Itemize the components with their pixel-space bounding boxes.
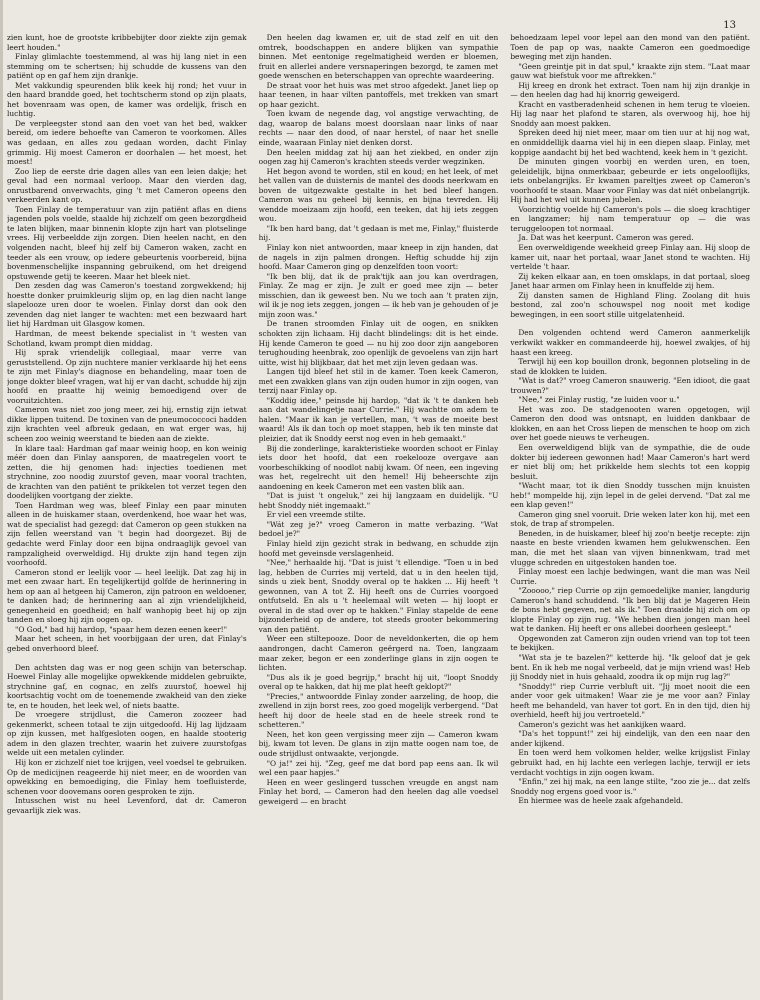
paragraph: Hij kreeg en dronk het extract. Toen nam hij zijn drankje in — den heelen dag had hij knorrig geweigerd. — [510, 80, 750, 100]
paragraph: Beneden, in de huiskamer, bleef hij zoo'n beetje recepte: zijn naaste en beste vrienden kwamen hem gelukwenschen. Een man, die met het slaan van vijven binnenkwam, trad met vlugge schreden en uitgestoken handen toe. — [510, 528, 750, 567]
paragraph: "Dat is juist 't ongeluk," zei hij langzaam en duidelijk. "U hebt Snoddy niét ingemaakt." — [258, 491, 499, 510]
paragraph: Zij dansten samen de Highland Fling. Zoolang dit huis bestond, zal zoo'n schouwspel nog nooit met kodige bewegingen, in een soort stille uitgelatenheid. — [510, 290, 750, 319]
paragraph: Opgewonden zat Cameron zijn ouden vriend van top tot teen te bekijken. — [510, 633, 750, 653]
section-break — [510, 319, 750, 328]
paragraph: De straat voor het huis was met stroo afgedekt. Janet liep op haar teenen, in haar vilten pantoffels, met trekken van smart op haar gezicht. — [258, 80, 499, 109]
paragraph: Spreken deed hij niet meer, maar om tien uur at hij nog wat, en onmiddellijk daarna viel hij in een diepen slaap. Finlay, met koppige aandacht bij het bed wachtend, keek hem in 't gezicht. — [510, 128, 750, 157]
paragraph: Ja. Dat was het keerpunt. Cameron was gered. — [518, 233, 694, 243]
paragraph: De tranen stroomden Finlay uit de oogen, en snikken schokten zijn lichaam. Hij dacht blindelings: dit is het einde. Hij kende Cameron te goed — nu hij zoo door zijn aangeboren terughouding heenbrak, zoo openlijk de gevoelens van zijn hart uitte, wist hij blijkbaar, dat het met zijn leven gedaan was. — [258, 319, 499, 367]
paragraph: Den achtsten dag was er nog geen schijn van beterschap. Hoewel Finlay alle mogelijke opwekkende middelen gebruikte, strychnine gaf, en cognac, en zelfs zuurstof, hoewel hij koortsachtig vocht om de toenemende zwakheid van den zieke te, en te houden, het leek wel, of niets baatte. — [7, 662, 247, 710]
paragraph: Cameron stond er leelijk voor — heel leelijk. Dat zag hij in met een zwaar hart. En tegelijkertijd golfde de herinnering in hem op aan al hetgeen hij Cameron, zijn patroon en weldoener, te danken had; de herinnering aan al zijn vriendelijkheid, genegenheid en goedheid; en half wanhopig beet hij op zijn tanden en sloeg hij zijn oogen op. — [7, 567, 247, 625]
paragraph: "Nee," herhaalde hij. "Dat is juist 't ellendige. "Toen u in bed lag, hebben de Curries mij verteld, dat u in den heelen tijd, sinds u ziek bent, Snoddy overal op te hakken ... Hij heeft 't gewonnen, van A tot Z. Hij heeft ons de Curries voorgoed ontfutseld. En als u 't heelemaal wilt weten — hij loopt er overal in de stad over op te hakken." Finlay stapelde de eene bijzonderheid op de andere, tot steeds grooter bekommering van den patiënt. — [258, 558, 499, 634]
section-break — [7, 654, 247, 663]
paragraph: De verpleegster stond aan den voet van het bed, wakker bereid, om iedere behoefte van Cameron te voorkomen. Alles was gedaan, en alles zou gedaan worden, dacht Finlay grimmig. Hij moest Cameron er doorhalen — het moest, het moest! — [7, 118, 247, 167]
paragraph: "Snoddy!" riep Currie verbluft uit. "Jij moet nooit die een ander voor gek uitmaken! Waar zie je me voor aan? Finlay heeft me behandeld, van haver tot gort. En in den tijd, dien hij overhield, heeft hij jou vertroeteld." — [510, 681, 750, 720]
paragraph: Finlay hield zijn gezicht strak in bedwang, en schudde zijn hoofd met geveinsde verslagenheid. — [258, 538, 499, 558]
page-edge-shadow — [0, 0, 3, 1000]
paragraph: Een overweldigend blijk van de sympathie, die de oude dokter bij iedereen gewonnen had! Maar Cameron's hart werd er niet blij om; het prikkelde hem slechts tot een koppig besluit. — [510, 442, 750, 481]
paragraph: Den heelen middag zat hij aan het ziekbed, en onder zijn oogen zag hij Cameron's krachten steeds verder wegzinken. — [258, 147, 499, 167]
paragraph: behoedzaam lepel voor lepel aan den mond van den patiënt. Toen de pap op was, naakte Cameron een goedmoedige beweging met zijn handen. — [510, 33, 750, 62]
paragraph: De minuten gingen voorbij en werden uren, en toen, geleidelijk, bijna onmerkbaar, gebeurde er iets ongelooflijks, iets onbelangrijks. Er kwamen pareltjes zweet op Cameron's voorhoofd te staan. Maar voor Finlay was dat niét onbelangrijk. Hij had het wel uit kunnen jubelen. — [510, 157, 750, 205]
paragraph: "Wát zeg je?" vroeg Cameron in matte verbazing. "Wat bedoel je?" — [258, 519, 499, 539]
column-middle — [259, 33, 499, 986]
paragraph: Bij die zonderlinge, karakteristieke woorden schoot er Finlay iets door het hoofd, dat een roekelooze overgave aan voorbeschikking of noodlot nabij kwam. Of neen, een ingeving was het, regelrecht uit den hemel! Hij beheerschte zijn aandoening en keek Cameron met een vasten blik aan. — [258, 443, 499, 491]
paragraph: zien kunt, hoe de grootste kribbebijter door ziekte zijn gemak leert houden." — [7, 33, 247, 52]
paragraph: Het begon avond te worden, stil en koud; en het leek, of met het vallen van de duisternis de mantel des doods neerkwam en boven de uitgezwakte gestalte in het bed bleef hangen. Cameron was nu geheel bij kennis, en bijna tevreden. Hij wendde moeizaam zijn hoofd, een teeken, dat hij iets zeggen wou. — [258, 166, 499, 224]
paragraph: Cameron was niet zoo jong meer, zei hij, ernstig zijn ietwat dikke lippen tuitend. De toxinen van de pneumococcoci hadden zijn krachten veel afbreuk gedaan, en wat erger was, hij scheen zoo weinig weerstand te bieden aan de ziekte. — [7, 405, 247, 443]
paragraph: Zij keken elkaar aan, en toen omsklaps, in dat portaal, sloeg Janet haar armen om Finlay heen in knuffelde zij hem. — [510, 271, 750, 291]
paragraph: "Da's het toppunt!" zei hij eindelijk, van den een naar den ander kijkend. — [510, 729, 750, 748]
paragraph: Hij sprak vriendelijk collegiaal, maar verre van geruststellend. Op zijn nuchtere manier verklaarde hij het eens te zijn met Finlay's diagnose en behandeling, maar toen de jonge dokter bleef vragen, wat hij er van dacht, schudde hij zijn hoofd en praatte hij weinig bemoedigend over de vooruitzichten. — [7, 348, 247, 405]
paragraph: "Wacht maar, tot ik dien Snoddy tusschen mijn knuisten heb!" mompelde hij, zijn lepel in de gelei dervend. "Dat zal me een klap geven!" — [510, 481, 750, 510]
paragraph: Finlay glimlachte toestemmend, al was hij lang niet in een stemming om te schertsen; hij schudde de kussens van den patiënt op en gaf hem zijn drankje. — [7, 52, 247, 81]
paragraph: "Dus als ik je goed begrijp," bracht hij uit, "loopt Snoddy overal op te hakken, dat hij me plat heeft geklopt?" — [258, 672, 499, 692]
column-left — [7, 33, 247, 986]
paragraph: Intusschen wist nu heel Levenford, dat dr. Cameron gevaarlijk ziek was. — [7, 796, 247, 815]
paragraph: Zoo liep de eerste drie dagen alles van een leien dakje; het geval had een normaal verloop. Maar den vierden dag, onrustbarend onverwachts, ging 't met Cameron opeens den verkeerden kant op. — [7, 166, 247, 205]
paragraph: Cameron's gezicht was het aankijken waard. — [518, 719, 687, 729]
paragraph: Langen tijd bleef het stil in de kamer. Toen keek Cameron, met een zwakken glans van zijn ouden humor in zijn oogen, van terzij naar Finlay op. — [258, 367, 499, 396]
paragraph: Toen kwam de negende dag, vol angstige verwachting, de dag, waarop de balans moest doorslaan naar links of naar rechts — naar den dood, of naar herstel, of naar het snelle einde, waaraan Finlay niet denken dorst. — [258, 109, 499, 148]
paragraph: Met vakkundig speurenden blik keek hij rond; het vuur in den haard brandde goed, het tochtscherm stond op zijn plaats, het bovenraam was open, de kamer was ordelijk, frisch en luchtig. — [7, 80, 247, 119]
paragraph: Maar het scheen, in het voorbijgaan der uren, dat Finlay's gebed onverhoord bleef. — [7, 634, 247, 653]
paragraph: "Wat is dat?" vroeg Cameron snauwerig. "Een idioot, die gaat trouwen?" — [510, 376, 750, 395]
paragraph: Weer een stiltepooze. Door de neveldonkerten, die op hem aandrongen, dacht Cameron geërgerd na. Toen, langzaam maar zeker, begon er een zonderlinge glans in zijn oogen te lichten. — [258, 634, 499, 673]
paragraph: Terwijl hij een kop bouillon dronk, begonnen plotseling in de stad de klokken te luiden. — [510, 357, 750, 376]
paragraph: "Enfin," zei hij mak, na een lange stilte, "zoo zie je... dat zelfs Snoddy nog ergens goed voor is." — [510, 777, 750, 796]
paragraph: Er viel een vreemde stilte. — [266, 510, 366, 520]
paragraph: De vroegere strijdlust, die Cameron zoozeer had gekenmerkt, scheen totaal te zijn uitgedoofd. Hij lag lijdzaam op zijn kussen, met halfgesloten oogen, en haalde stooterig adem in den glazen trechter, waarin het zuivere zuurstofgas welde uit een metalen cylinder. — [7, 710, 247, 758]
paragraph: "O God," bad hij hardop, "spaar hem dezen eenen keer!" — [15, 624, 227, 634]
paragraph: Het was zoo. De stadgenooten waren opgetogen, wijl Cameron den dood was ontsnapt, en luidden dankbaar de klokken, en aan het Cross liepen de menschen te hoop om zich over het goede nieuws te verheugen. — [510, 404, 750, 443]
paragraph: "Zooooo," riep Currie op zijn gemoedelijke manier, langdurig Cameron's hand schuddend. "Ik ben blij dat je Mageren Hein de bons hebt gegeven, net als ik." Toen draaide hij zich om op klopte Finlay op zijn rug. "We hebben dien jongen man heel wat te danken. Hij heeft er ons allebei doorheen gesleept." — [510, 586, 750, 634]
column-right — [510, 33, 750, 986]
paragraph: "Ik ben hard bang, dat 't gedaan is met me, Finlay," fluisterde hij. — [258, 223, 499, 243]
paragraph: Hardman, de meest bekende specialist in 't westen van Schotland, kwam prompt dien middag. — [7, 328, 247, 348]
paragraph: Cameron ging snel vooruit. Drie weken later kon hij, met een stok, de trap af strompelen. — [510, 509, 750, 529]
paragraph: Neen, het kon geen vergissing meer zijn — Cameron kwam bij, kwam tot leven. De glans in zijn matte oogen nam toe, de oude strijdlust ontwaakte, verjongde. — [258, 729, 499, 759]
paragraph: Toen Finlay de temperatuur van zijn patiënt aflas en diens jagenden pols voelde, staalde hij zichzelf om geen bezorgdheid te laten blijken, maar binnenin klopte zijn hart van plotselinge vrees. Hij verbeeldde zijn zorgen. Dien heelen nacht, en den volgenden nacht, bleef hij zelf bij Cameron waken, zacht en teeder als een vrouw, op iedere gebeurtenis voorbereid, bijna bovenmenschelijke inspanning gebruikend, om het dreigend opstuwende getij te keeren. Maar het bleek niet. — [7, 204, 247, 281]
page-number: 13 — [723, 20, 736, 31]
paragraph: Finlay kon niet antwoorden, maar kneep in zijn handen, dat de nagels in zijn palmen drongen. Heftig schudde hij zijn hoofd. Maar Cameron ging op denzelfden toon voort: — [258, 243, 499, 272]
paragraph: Den heelen dag kwamen er, uit de stad zelf en uit den omtrek, boodschappen en andere blijken van sympathie binnen. Met eentonige regelmatigheid werden er bloemen, fruit en allerlei andere versnaperingen bezorgd, te zamen met goede wenschen en beterschappen van oprechte waardeering. — [258, 33, 499, 81]
paragraph: In klare taal: Hardman gaf maar weinig hoop, en kon weinig méér doen dan Finlay aansporen, de maatregelen voort te zetten, die hij genomen had: injecties toedienen met strychnine, zoo noodig zuurstof geven, maar vooral trachten, de krachten van den patiënt te prikkelen tot verzet tegen den doodelijken voortgang der ziekte. — [7, 443, 247, 501]
paragraph: "Wat sta je te bazelen?" ketterde hij. "Ik geloof dat je gek bent. En ik heb me nogal verbeeld, dat je mijn vriend was! Heb jij Snoddy niet in huis gehaald, zoodra ik op mijn rug lag?" — [510, 653, 750, 682]
paragraph: Den volgenden ochtend werd Cameron aanmerkelijk verkwikt wakker en commandeerde hij, hoewel zwakjes, of hij haast een kreeg. — [510, 328, 750, 357]
paragraph: "Ik ben blij, dat ik de prak'tijk aan jou kan overdragen, Finlay. Ze mag er zijn. Je zult er goed mee zijn — beter misschien, dan ik geweest ben. Nu we toch aan 't praten zijn, wil ik je nog iets zeggen, jongen — ik heb van je gehouden of je mijn zoon was." — [258, 271, 499, 319]
paragraph: Kracht en vastberadenheid schenen in hem terug te vloeien. Hij lag naar het plafond te staren, als overwoog hij, hoe hij Snoddy aan moest pakken. — [510, 99, 750, 128]
paragraph: "Nee," zei Finlay rustig, "ze luiden voor u." — [518, 395, 680, 405]
paragraph: Finlay moest een lachje bedwingen, want die man was Neil Currie. — [510, 567, 750, 586]
paragraph: En hiermee was de heele zaak afgehandeld. — [518, 796, 684, 806]
paragraph: "Geen greintje pit in dat spul," kraakte zijn stem. "Laat maar gauw wat biefstuk voor me aftrekken." — [510, 61, 750, 81]
paragraph: Den zesden dag was Cameron's toestand zorgwekkend; hij hoestte donker pruimkleurig slijm op, en lag dien nacht lange slapelooze uren door te woelen. Finlay dorst dan ook den zevenden dag niet langer te wachten: met een bezwaard hart liet hij Hardman uit Glasgow komen. — [7, 281, 247, 329]
paragraph: Hij kon er zichzelf niet toe krijgen, veel voedsel te gebruiken. Op de medicijnen reageerde hij niet meer, en de woorden van opwekking en bemoediging, die Finlay hem toefluisterde, schenen voor doovemans ooren gesproken te zijn. — [7, 758, 247, 796]
paragraph: "Precies," antwoordde Finlay zonder aarzeling, de hoop, die zwellend in zijn borst rees, zoo goed mogelijk verbergend. "Dat heeft hij door de heele stad en de heele streek rond te schetteren." — [258, 691, 499, 730]
text-columns — [7, 33, 750, 986]
paragraph: En toen werd hem volkomen helder, welke krijgslist Finlay gebruikt had, en hij lachte een verlegen lachje, terwijl er iets verdacht vochtigs in zijn oogen kwam. — [510, 748, 750, 777]
paragraph: Een overweldigende weekheid greep Finlay aan. Hij sloop de kamer uit, naar het portaal, waar Janet stond te wachten. Hij vertelde 't haar. — [510, 243, 750, 272]
paragraph: "Koddig idee," peinsde hij hardop, "dat ik 't te danken heb aan dat wandelingetje naar Currie." Hij wachtte om adem te halen. "Maar ik kan je vertellen, man, 't was de moeite best waard! Als ik dan toch op moet stappen, heb ik ten minste dat pleizier, dat ik Snoddy eerst nog even in heb gemaakt." — [258, 395, 499, 443]
paragraph: Toen Hardman weg was, bleef Finlay een paar minuten alleen in de huiskamer staan, overdenkend, hoe waar het was, wat de specialist had gezegd: dat Cameron op geen stukken na zijn fellen weerstand van 't begin had doorgezet. Bij de gedachte werd Finlay door een bijna ondraaglijk gevoel van rampzaligheid overweldigd. Hij drukte zijn hand tegen zijn voorhoofd. — [7, 500, 247, 568]
paragraph: Voorzichtig voelde hij Cameron's pols — die sloeg krachtiger en langzamer; hij nam temperatuur op — die was teruggeloopen tot normaal. — [510, 204, 750, 233]
paragraph: Heen en weer geslingerd tusschen vreugde en angst nam Finlay het bord, — Cameron had den heelen dag alle voedsel geweigerd — en bracht — [258, 777, 499, 806]
paragraph: "O ja!" zei hij. "Zeg, geef me dat bord pap eens aan. Ik wil wel een paar hapjes." — [258, 758, 499, 778]
